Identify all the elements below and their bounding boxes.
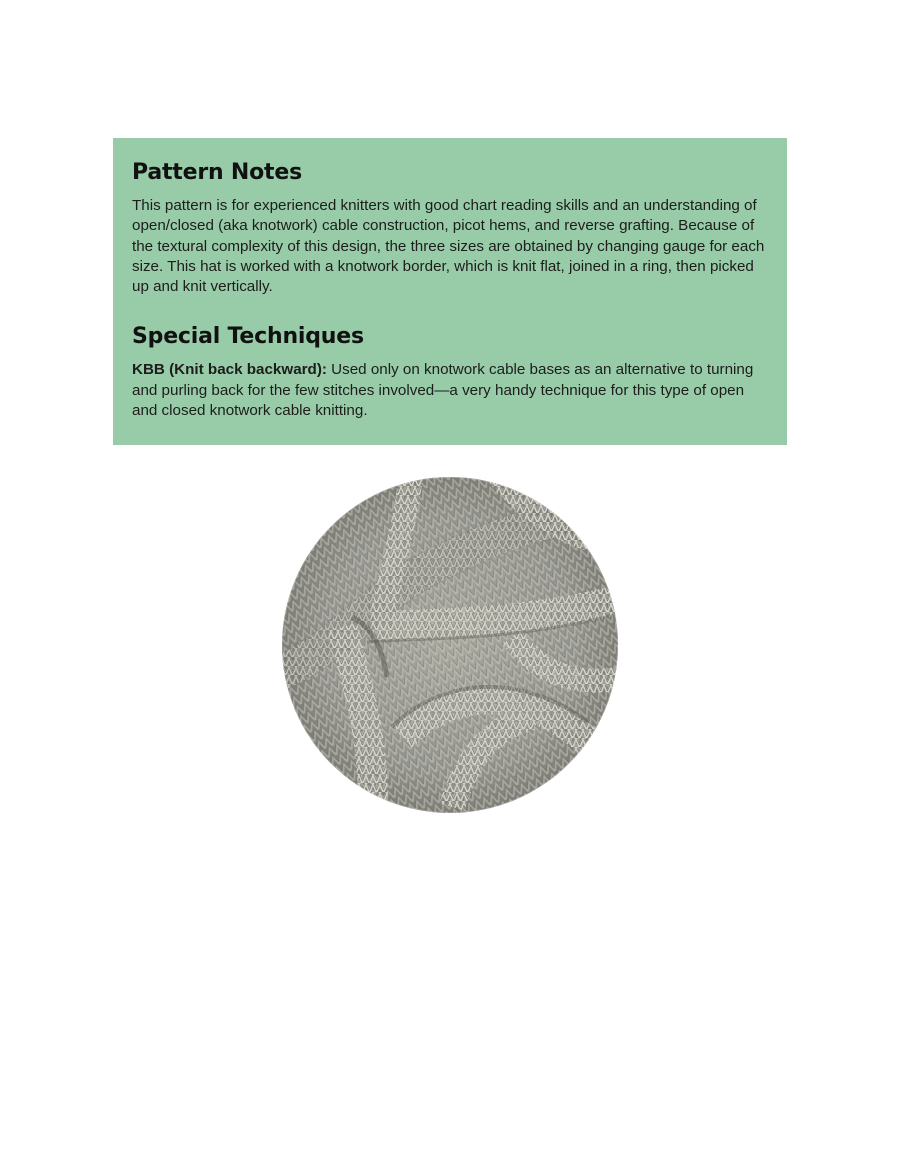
pattern-notes-heading: Pattern Notes: [132, 160, 302, 185]
kbb-term: KBB (Knit back backward):: [132, 361, 327, 379]
cable-swatch-image: [282, 477, 618, 813]
kbb-technique-paragraph: [132, 360, 767, 421]
special-techniques-heading: Special Techniques: [132, 324, 364, 350]
pattern-notes-body: This pattern is for experienced knitters with good chart reading skills and an understanding of open/closed (aka knotwork) cable construction, picot hems, and reverse grafting. Because of the textural complexity of this design, the three sizes are obtained by changing gauge for each size. This hat is worked with a knotwork border, which is knit flat, joined in a ring, then picked up and knit vertically.: [132, 197, 765, 296]
knit-swatch-photo: [282, 477, 618, 813]
kbb-definition: Used only on knotwork cable bases as an alternative to turning and purling back for the few stitches involved—a very handy technique for this type of open and closed knotwork cable knitting.: [132, 361, 754, 420]
pattern-notes-box: [113, 138, 787, 445]
